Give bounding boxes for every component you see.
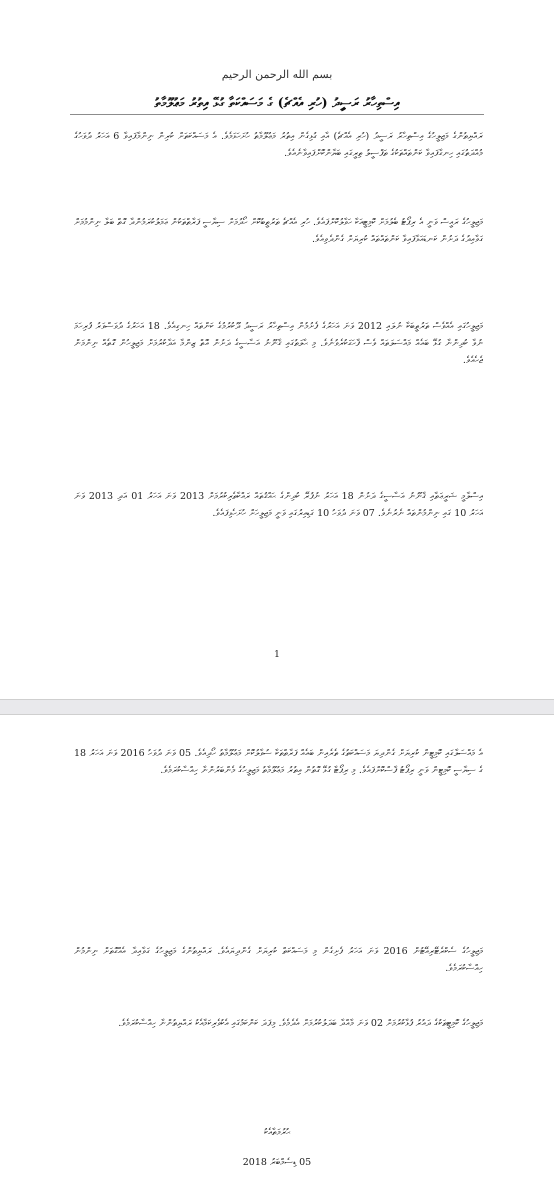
paragraph: އިސްލާމީ ޝަރީޢަތާއި ޤާނޫނު އަސާސީގެ ދަށުން 18 އަހަރު ނުފުރޭ ކުދިންގެ ޙައްޤުތައް ރައްކާތެރިކުރުމަށް 2013 ވަނަ އަހަރު 01 އަދި 2013 ވަނަ އަހަރު 10 ގައި ނިންމުންތައް ނެރުނެވެ. 07 ވަނަ ދުވަހު 10 ގަޑިއިރުގައި ވަނީ މަޖިލީހަށް ހުށަހެޅިފައެވެ.	[74, 491, 483, 519]
document-title: އިސްތިހާރު ރަސީދު (ހުރި އެއްޗެ) ގެ މަސައްކަތާ ގުޅޭ އިތުރު މަޢުލޫމާތު	[70, 96, 484, 115]
paragraph: މަޖިލީހުގެ ކޮމިޓީތަކުގެ ދައުރު ފުޅާކުރުމަށް 02 ވަނަ މާއްދާ ބަދަލުކުރުމަށް އެދެމެވެ. މިފަދަ ކަންކަމުގައި އެކުވެރިކަމާއެކު ރައްޔިތުންނާ ހިއްސާކުރަމެވެ.	[118, 1018, 483, 1029]
page-gap	[0, 700, 554, 714]
paragraph: މަޖިލީހުގެ ރައީސް ވަނީ އެ ރިޕޯޓު ބެލުމަށް ކޮމިޓީއަކާ ހަވާލުކޮށްފައެވެ. ހުރި އެއްޗެ ތަރުތީބުކޮށް ހޯދުމަށް ސިޔާސީ ފަރާތްތަކުން ޢަމަލުކުރަމުންދާ ގޮތް ބަލާ ނިންމުމަށް ގަވާއިދުގެ ދަށުން ކަނޑައަޅާފައިވާ ކަންތައްތައް ކުރިޔަށް ގެންދެވިއެވެ.	[74, 217, 483, 245]
paragraph: މަޖިލީހުގެ ސެކްރެޓޭރިއޭޓުން 2016 ވަނަ އަހަރު ފެށިގެން މި މަސައްކަތް ކުރިޔަށް ގެންދިޔައެވެ. ރައްޔިތުންގެ މަޖިލީހުގެ ގަވާއިދާ އެއްގޮތަށް ނިންމުން ހިއްސާކުރަމެވެ.	[74, 946, 483, 974]
paragraph: މަޖިލީހުގައި އެއްވެސް ތަރުތީބަކާ ނުލައި 2012 ވަނަ އަހަރުގެ ފެށުމުން އިސްތިހާރު ރަސީދު ދޫކުރުމުގެ ކަންތައް ހިނގިއެވެ. 18 އަހަރުގެ ދުވަސްވަރު ފުރިހަމަ ނުވާ ކުދިންނާ ގުޅޭ ބައެއް މައްސަލަތައް ވެސް ފާހަގަކުރެވުނެވެ. މި ޙާލަތުގައި ޤާނޫނު އަސާސީގެ ދަށުން އޮތް ޒިންމާ އަދާކުރުމަށް މަޖިލީހުން ގޮތެއް ނިންމަން ޖެހެއެވެ.	[74, 321, 483, 366]
signature-line: ޙުރުމަތާއެކު	[263, 1127, 290, 1138]
document-page-2	[0, 714, 554, 1200]
bismillah-header: بسم الله الرحمن الرحيم	[221, 68, 333, 81]
page-number: 1	[274, 650, 280, 660]
paragraph: އެ މައްސަލާގައި ކޮމިޓީން ކުރިޔަށް ގެންދިޔަ މަސައްކަތުގެ ތެރެއިން ބައެއް ފަރާތްތަކާ ސުވާލުކޮށް މަޢުލޫމާތު ހޯދިއެވެ. 05 ވަނަ ދުވަހު 2016 ވަނަ އަހަރު 18 ގެ ސިޔާސީ ކޮމިޓީން ވަނީ ރިޕޯޓު ފާސްކޮށްފައެވެ. މި ރިޕޯޓާ ގުޅޭ ގޮތުން އިތުރު މަޢުލޫމާތު މަޖިލީހުގެ މެންބަރުންނާ ހިއްސާކުރަމެވެ.	[74, 748, 483, 776]
document-date: 05 ޑިސެމްބަރު 2018	[242, 1157, 312, 1168]
paragraph: ރައްޔިތުންގެ މަޖިލީހުގެ އިސްތިހާރު ރަސީދު (ހުރި އެއްޗެ) އާއި ގުޅިގެން އިތުރު މަޢުލޫމާތު ހުށަހަޅަމެވެ. އެ މަސައްކަތަށް ކުރިން ނިންމާފައިވާ 6 އަހަރު ދުވަހުގެ މުއްދަތުގައި ހިނގާފައިވާ ކަންތައްތަކުގެ ތަފްސީލު ތިރީގައި ބަޔާންކޮށްފައިވާނެއެވެ.	[74, 131, 483, 159]
